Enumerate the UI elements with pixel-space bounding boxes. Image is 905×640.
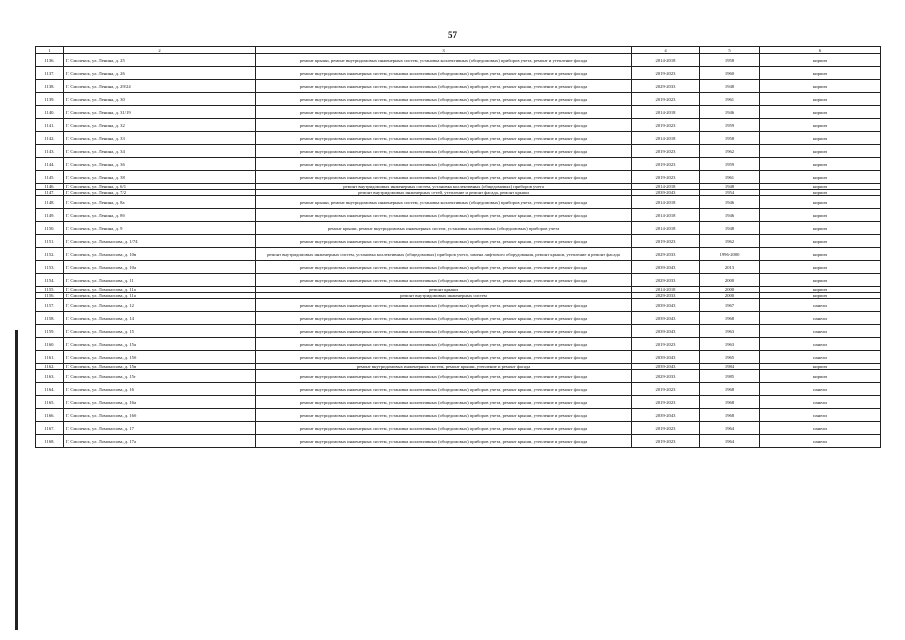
row-number: 1165. — [36, 396, 64, 409]
period-cell: 2019-2023 — [632, 171, 700, 184]
table-row — [36, 370, 881, 383]
build-year-cell: 1968 — [700, 396, 760, 409]
wall-material-cell: панели — [760, 422, 881, 435]
row-number: 1147. — [36, 190, 64, 196]
row-number: 1142. — [36, 132, 64, 145]
build-year-cell: 1963 — [700, 325, 760, 338]
row-number: 1151. — [36, 235, 64, 248]
table-row — [36, 274, 881, 287]
build-year-cell: 1946 — [700, 106, 760, 119]
work-type-cell: ремонт внутридомовых инженерных систем, установка коллективных (общедомовых) приборов учета, ремонт крыши, утепление и ремонт фасада — [256, 93, 632, 106]
wall-material-cell: кирпич — [760, 261, 881, 274]
table-row — [36, 67, 881, 80]
address-cell: Г. Смоленск, ул. Ломоносова, д. 15б — [64, 351, 256, 364]
build-year-cell: 1964 — [700, 422, 760, 435]
address-cell: Г. Смоленск, ул. Ленина, д. 29/24 — [64, 80, 256, 93]
build-year-cell: 1985 — [700, 370, 760, 383]
wall-material-cell: панели — [760, 351, 881, 364]
build-year-cell: 2000 — [700, 287, 760, 293]
period-cell: 2014-2018 — [632, 54, 700, 67]
build-year-cell: 1962 — [700, 145, 760, 158]
period-cell: 2029-2033 — [632, 274, 700, 287]
table-row — [36, 119, 881, 132]
column-number: 2 — [64, 47, 256, 54]
row-number: 1158. — [36, 312, 64, 325]
row-number: 1162. — [36, 364, 64, 370]
address-cell: Г. Смоленск, ул. Ленина, д. 6/1 — [64, 184, 256, 190]
period-cell: 2019-2023 — [632, 338, 700, 351]
table-row — [36, 325, 881, 338]
table-row — [36, 93, 881, 106]
address-cell: Г. Смоленск, ул. Ломоносова, д. 15г — [64, 370, 256, 383]
wall-material-cell: кирпич — [760, 145, 881, 158]
period-cell: 2029-2033 — [632, 248, 700, 261]
row-number: 1166. — [36, 409, 64, 422]
work-type-cell: ремонт внутридомовых инженерных систем, установка коллективных (общедомовых) приборов учета, ремонт крыши, утепление и ремонт фасада — [256, 435, 632, 448]
address-cell: Г. Смоленск, ул. Ленина, д. 7/2 — [64, 190, 256, 196]
work-type-cell: ремонт внутридомовых инженерных систем, установка коллективных (общедомовых) приборов учета, ремонт крыши, утепление и ремонт фасада — [256, 422, 632, 435]
period-cell: 2014-2018 — [632, 196, 700, 209]
register-table — [35, 46, 881, 448]
address-cell: Г. Смоленск, ул. Ломоносова, д. 11 — [64, 274, 256, 287]
build-year-cell: 2000 — [700, 274, 760, 287]
period-cell: 2014-2018 — [632, 184, 700, 190]
address-cell: Г. Смоленск, ул. Ломоносова, д. 17 — [64, 422, 256, 435]
row-number: 1161. — [36, 351, 64, 364]
row-number: 1155. — [36, 287, 64, 293]
table-row — [36, 171, 881, 184]
work-type-cell: ремонт внутридомовых инженерных систем, установка коллективных (общедомовых) приборов учета, ремонт крыши, утепление и ремонт фасада — [256, 158, 632, 171]
margin-rule — [15, 330, 18, 630]
row-number: 1163. — [36, 370, 64, 383]
table-row — [36, 248, 881, 261]
wall-material-cell: кирпич — [760, 235, 881, 248]
work-type-cell: ремонт внутридомовых инженерных систем, установка коллективных (общедомовых) приборов учета, ремонт крыши, утепление и ремонт фасада — [256, 299, 632, 312]
build-year-cell: 1959 — [700, 158, 760, 171]
work-type-cell: ремонт внутридомовых инженерных систем — [256, 293, 632, 299]
work-type-cell: ремонт крыши, ремонт внутридомовых инженерных систем, установка коллективных (общедомовых) приборов учета, утепление и ремонт фасада — [256, 196, 632, 209]
wall-material-cell: панели — [760, 383, 881, 396]
wall-material-cell: панели — [760, 312, 881, 325]
row-number: 1139. — [36, 93, 64, 106]
column-number: 5 — [700, 47, 760, 54]
wall-material-cell: панели — [760, 338, 881, 351]
wall-material-cell: кирпич — [760, 184, 881, 190]
period-cell: 2039-2043 — [632, 364, 700, 370]
build-year-cell: 1961 — [700, 171, 760, 184]
period-cell: 2014-2018 — [632, 132, 700, 145]
period-cell: 2019-2023 — [632, 67, 700, 80]
column-number: 6 — [760, 47, 881, 54]
address-cell: Г. Смоленск, ул. Ленина, д. 26 — [64, 67, 256, 80]
address-cell: Г. Смоленск, ул. Ломоносова, д. 16 — [64, 383, 256, 396]
period-cell: 2039-2043 — [632, 409, 700, 422]
period-cell: 2029-2033 — [632, 293, 700, 299]
row-number: 1150. — [36, 222, 64, 235]
table-row — [36, 396, 881, 409]
address-cell: Г. Смоленск, ул. Ленина, д. 8б — [64, 209, 256, 222]
page-number: 57 — [448, 30, 457, 40]
build-year-cell: 2013 — [700, 261, 760, 274]
build-year-cell: 1958 — [700, 132, 760, 145]
column-number: 3 — [256, 47, 632, 54]
row-number: 1167. — [36, 422, 64, 435]
row-number: 1164. — [36, 383, 64, 396]
address-cell: Г. Смоленск, ул. Ломоносова, д. 17а — [64, 435, 256, 448]
work-type-cell: ремонт внутридомовых инженерных систем, установка коллективных (общедомовых) приборов учета, ремонт крыши, утепление и ремонт фасада — [256, 351, 632, 364]
build-year-cell: 1968 — [700, 383, 760, 396]
build-year-cell: 1961 — [700, 93, 760, 106]
address-cell: Г. Смоленск, ул. Ломоносова, д. 11а — [64, 287, 256, 293]
row-number: 1148. — [36, 196, 64, 209]
build-year-cell: 1948 — [700, 80, 760, 93]
row-number: 1144. — [36, 158, 64, 171]
build-year-cell: 1963 — [700, 338, 760, 351]
address-cell: Г. Смоленск, ул. Ломоносова, д. 10а — [64, 261, 256, 274]
work-type-cell: ремонт внутридомовых инженерных систем, установка коллективных (общедомовых) приборов учета, ремонт крыши, утепление и ремонт фасада — [256, 409, 632, 422]
work-type-cell: ремонт внутридомовых инженерных систем, ремонт крыши, утепление и ремонт фасада — [256, 364, 632, 370]
build-year-cell: 1968 — [700, 312, 760, 325]
wall-material-cell: панели — [760, 299, 881, 312]
wall-material-cell: панели — [760, 396, 881, 409]
address-cell: Г. Смоленск, ул. Ломоносова, д. 12 — [64, 299, 256, 312]
column-number: 4 — [632, 47, 700, 54]
wall-material-cell: кирпич — [760, 190, 881, 196]
row-number: 1140. — [36, 106, 64, 119]
work-type-cell: ремонт внутридомовых инженерных систем, установка коллективных (общедомовых) приборов учета, ремонт крыши, утепление и ремонт фасада — [256, 274, 632, 287]
wall-material-cell: кирпич — [760, 293, 881, 299]
wall-material-cell: кирпич — [760, 67, 881, 80]
build-year-cell: 2000 — [700, 293, 760, 299]
table-row — [36, 435, 881, 448]
work-type-cell: ремонт внутридомовых инженерных систем, установка коллективных (общедомовых) приборов учета, ремонт крыши, утепление и ремонт фасада — [256, 235, 632, 248]
wall-material-cell: панели — [760, 409, 881, 422]
row-number: 1149. — [36, 209, 64, 222]
work-type-cell: ремонт внутридомовых инженерных систем, установка коллективных (общедомовых) приборов учета, ремонт крыши, утепление и ремонт фасада — [256, 132, 632, 145]
work-type-cell: ремонт внутридомовых инженерных систем, установка коллективных (общедомовых) приборов учета, ремонт крыши, утепление и ремонт фасада — [256, 209, 632, 222]
row-number: 1153. — [36, 261, 64, 274]
period-cell: 2019-2023 — [632, 158, 700, 171]
wall-material-cell: кирпич — [760, 132, 881, 145]
wall-material-cell: кирпич — [760, 93, 881, 106]
table-row — [36, 312, 881, 325]
build-year-cell: 1968 — [700, 409, 760, 422]
wall-material-cell: кирпич — [760, 364, 881, 370]
row-number: 1146. — [36, 184, 64, 190]
period-cell: 2014-2018 — [632, 106, 700, 119]
build-year-cell: 1948 — [700, 222, 760, 235]
row-number: 1160. — [36, 338, 64, 351]
period-cell: 2039-2043 — [632, 325, 700, 338]
wall-material-cell: панели — [760, 435, 881, 448]
table-row — [36, 261, 881, 274]
wall-material-cell: кирпич — [760, 222, 881, 235]
work-type-cell: ремонт внутридомовых инженерных систем, установка коллективных (общедомовых) приборов учета, ремонт крыши, утепление и ремонт фасада — [256, 338, 632, 351]
address-cell: Г. Смоленск, ул. Ломоносова, д. 10в — [64, 248, 256, 261]
address-cell: Г. Смоленск, ул. Ленина, д. 30 — [64, 93, 256, 106]
row-number: 1156. — [36, 293, 64, 299]
work-type-cell: ремонт крыши, ремонт внутридомовых инженерных систем, установка коллективных (общедомовых) приборов учета, ремонт и утепление фасада — [256, 54, 632, 67]
wall-material-cell: панели — [760, 325, 881, 338]
work-type-cell: ремонт внутридомовых инженерных систем, установка коллективных (общедомовых) приборов учета, ремонт крыши, утепление и ремонт фасада — [256, 145, 632, 158]
build-year-cell: 1996-2000 — [700, 248, 760, 261]
column-number: 1 — [36, 47, 64, 54]
period-cell: 2014-2018 — [632, 287, 700, 293]
period-cell: 2029-2033 — [632, 370, 700, 383]
period-cell: 2039-2043 — [632, 261, 700, 274]
row-number: 1154. — [36, 274, 64, 287]
address-cell: Г. Смоленск, ул. Ленина, д. 25 — [64, 54, 256, 67]
build-year-cell: 1948 — [700, 184, 760, 190]
row-number: 1145. — [36, 171, 64, 184]
period-cell: 2019-2023 — [632, 383, 700, 396]
build-year-cell: 1946 — [700, 196, 760, 209]
table-row — [36, 351, 881, 364]
table-row — [36, 338, 881, 351]
address-cell: Г. Смоленск, ул. Ломоносова, д. 16а — [64, 396, 256, 409]
address-cell: Г. Смоленск, ул. Ленина, д. 36 — [64, 158, 256, 171]
period-cell: 2019-2023 — [632, 435, 700, 448]
work-type-cell: ремонт внутридомовых инженерных систем, установка коллективных (общедомовых) приборов учета, ремонт крыши, утепление и ремонт фасада — [256, 383, 632, 396]
work-type-cell: ремонт внутридомовых инженерных систем, установка коллективных (общедомовых) приборов учета, ремонт крыши, утепление и ремонт фасада — [256, 261, 632, 274]
table-row — [36, 54, 881, 67]
wall-material-cell: кирпич — [760, 370, 881, 383]
work-type-cell: ремонт крыши, ремонт внутридомовых инженерных систем, установка коллективных (общедомовых) приборов учета — [256, 222, 632, 235]
address-cell: Г. Смоленск, ул. Ломоносова, д. 11а — [64, 293, 256, 299]
build-year-cell: 1959 — [700, 119, 760, 132]
address-cell: Г. Смоленск, ул. Ломоносова, д. 16б — [64, 409, 256, 422]
table-row — [36, 383, 881, 396]
work-type-cell: ремонт внутридомовых инженерных систем, установка коллективных (общедомовых) приборов учета, ремонт крыши, утепление и ремонт фасада — [256, 67, 632, 80]
wall-material-cell: кирпич — [760, 274, 881, 287]
row-number: 1136. — [36, 54, 64, 67]
build-year-cell: 1954 — [700, 190, 760, 196]
address-cell: Г. Смоленск, ул. Ленина, д. 9 — [64, 222, 256, 235]
table-row — [36, 299, 881, 312]
address-cell: Г. Смоленск, ул. Ломоносова, д. 14 — [64, 312, 256, 325]
table-body — [36, 47, 881, 448]
period-cell: 2039-2043 — [632, 190, 700, 196]
work-type-cell: ремонт внутридомовых инженерных систем, установка коллективных (общедомовых) приборов учета, замена лифтового оборудования, ремонт крыши, утепление и ремонт фасада — [256, 248, 632, 261]
period-cell: 2019-2023 — [632, 235, 700, 248]
period-cell: 2039-2043 — [632, 351, 700, 364]
address-cell: Г. Смоленск, ул. Ленина, д. 38 — [64, 171, 256, 184]
build-year-cell: 1958 — [700, 54, 760, 67]
table-row — [36, 222, 881, 235]
build-year-cell: 1946 — [700, 209, 760, 222]
work-type-cell: ремонт внутридомовых инженерных систем, установка коллективных (общедомовых) приборов учета — [256, 184, 632, 190]
address-cell: Г. Смоленск, ул. Ленина, д. 31/19 — [64, 106, 256, 119]
period-cell: 2014-2018 — [632, 222, 700, 235]
period-cell: 2039-2043 — [632, 312, 700, 325]
work-type-cell: ремонт внутридомовых инженерных систем, установка коллективных (общедомовых) приборов учета, ремонт крыши, утепление и ремонт фасада — [256, 325, 632, 338]
wall-material-cell: кирпич — [760, 248, 881, 261]
period-cell: 2029-2033 — [632, 80, 700, 93]
table-row — [36, 196, 881, 209]
build-year-cell: 1965 — [700, 351, 760, 364]
row-number: 1137. — [36, 67, 64, 80]
table-row — [36, 422, 881, 435]
address-cell: Г. Смоленск, ул. Ломоносова, д. 15в — [64, 364, 256, 370]
period-cell: 2019-2023 — [632, 119, 700, 132]
table-row — [36, 106, 881, 119]
address-cell: Г. Смоленск, ул. Ленина, д. 32 — [64, 119, 256, 132]
row-number: 1159. — [36, 325, 64, 338]
work-type-cell: ремонт внутридомовых инженерных систем, установка коллективных (общедомовых) приборов учета, ремонт крыши, утепление и ремонт фасада — [256, 119, 632, 132]
build-year-cell: 1967 — [700, 299, 760, 312]
work-type-cell: ремонт внутридомовых инженерных сетей, утепление и ремонт фасада, ремонт крыши — [256, 190, 632, 196]
column-number-row — [36, 47, 881, 54]
wall-material-cell: кирпич — [760, 158, 881, 171]
address-cell: Г. Смоленск, ул. Ломоносова, д. 1/74 — [64, 235, 256, 248]
wall-material-cell: кирпич — [760, 106, 881, 119]
period-cell: 2014-2018 — [632, 209, 700, 222]
wall-material-cell: кирпич — [760, 196, 881, 209]
period-cell: 2039-2043 — [632, 299, 700, 312]
table-row — [36, 132, 881, 145]
address-cell: Г. Смоленск, ул. Ломоносова, д. 15 — [64, 325, 256, 338]
table-row — [36, 209, 881, 222]
row-number: 1138. — [36, 80, 64, 93]
wall-material-cell: кирпич — [760, 171, 881, 184]
row-number: 1168. — [36, 435, 64, 448]
table-row — [36, 158, 881, 171]
row-number: 1157. — [36, 299, 64, 312]
period-cell: 2019-2023 — [632, 145, 700, 158]
row-number: 1152. — [36, 248, 64, 261]
address-cell: Г. Смоленск, ул. Ленина, д. 33 — [64, 132, 256, 145]
work-type-cell: ремонт внутридомовых инженерных систем, установка коллективных (общедомовых) приборов учета, ремонт крыши, утепление и ремонт фасада — [256, 312, 632, 325]
period-cell: 2019-2023 — [632, 93, 700, 106]
work-type-cell: ремонт внутридомовых инженерных систем, установка коллективных (общедомовых) приборов учета, ремонт крыши, утепление и ремонт фасада — [256, 396, 632, 409]
work-type-cell: ремонт внутридомовых инженерных систем, установка коллективных (общедомовых) приборов учета, ремонт крыши, утепление и ремонт фасада — [256, 171, 632, 184]
address-cell: Г. Смоленск, ул. Ленина, д. 8а — [64, 196, 256, 209]
build-year-cell: 1960 — [700, 67, 760, 80]
row-number: 1143. — [36, 145, 64, 158]
address-cell: Г. Смоленск, ул. Ленина, д. 34 — [64, 145, 256, 158]
table-row — [36, 145, 881, 158]
wall-material-cell: кирпич — [760, 54, 881, 67]
build-year-cell: 1964 — [700, 435, 760, 448]
wall-material-cell: кирпич — [760, 209, 881, 222]
period-cell: 2019-2023 — [632, 396, 700, 409]
work-type-cell: ремонт внутридомовых инженерных систем, установка коллективных (общедомовых) приборов учета, ремонт крыши, утепление и ремонт фасада — [256, 370, 632, 383]
wall-material-cell: кирпич — [760, 287, 881, 293]
wall-material-cell: кирпич — [760, 119, 881, 132]
work-type-cell: ремонт крыши — [256, 287, 632, 293]
build-year-cell: 1984 — [700, 364, 760, 370]
build-year-cell: 1962 — [700, 235, 760, 248]
work-type-cell: ремонт внутридомовых инженерных систем, установка коллективных (общедомовых) приборов учета, ремонт крыши, утепление и ремонт фасада — [256, 106, 632, 119]
work-type-cell: ремонт внутридомовых инженерных систем, установка коллективных (общедомовых) приборов учета, ремонт крыши, утепление и ремонт фасада — [256, 80, 632, 93]
address-cell: Г. Смоленск, ул. Ломоносова, д. 15а — [64, 338, 256, 351]
row-number: 1141. — [36, 119, 64, 132]
table-row — [36, 235, 881, 248]
wall-material-cell: кирпич — [760, 80, 881, 93]
table-row — [36, 80, 881, 93]
period-cell: 2019-2023 — [632, 422, 700, 435]
table-row — [36, 409, 881, 422]
